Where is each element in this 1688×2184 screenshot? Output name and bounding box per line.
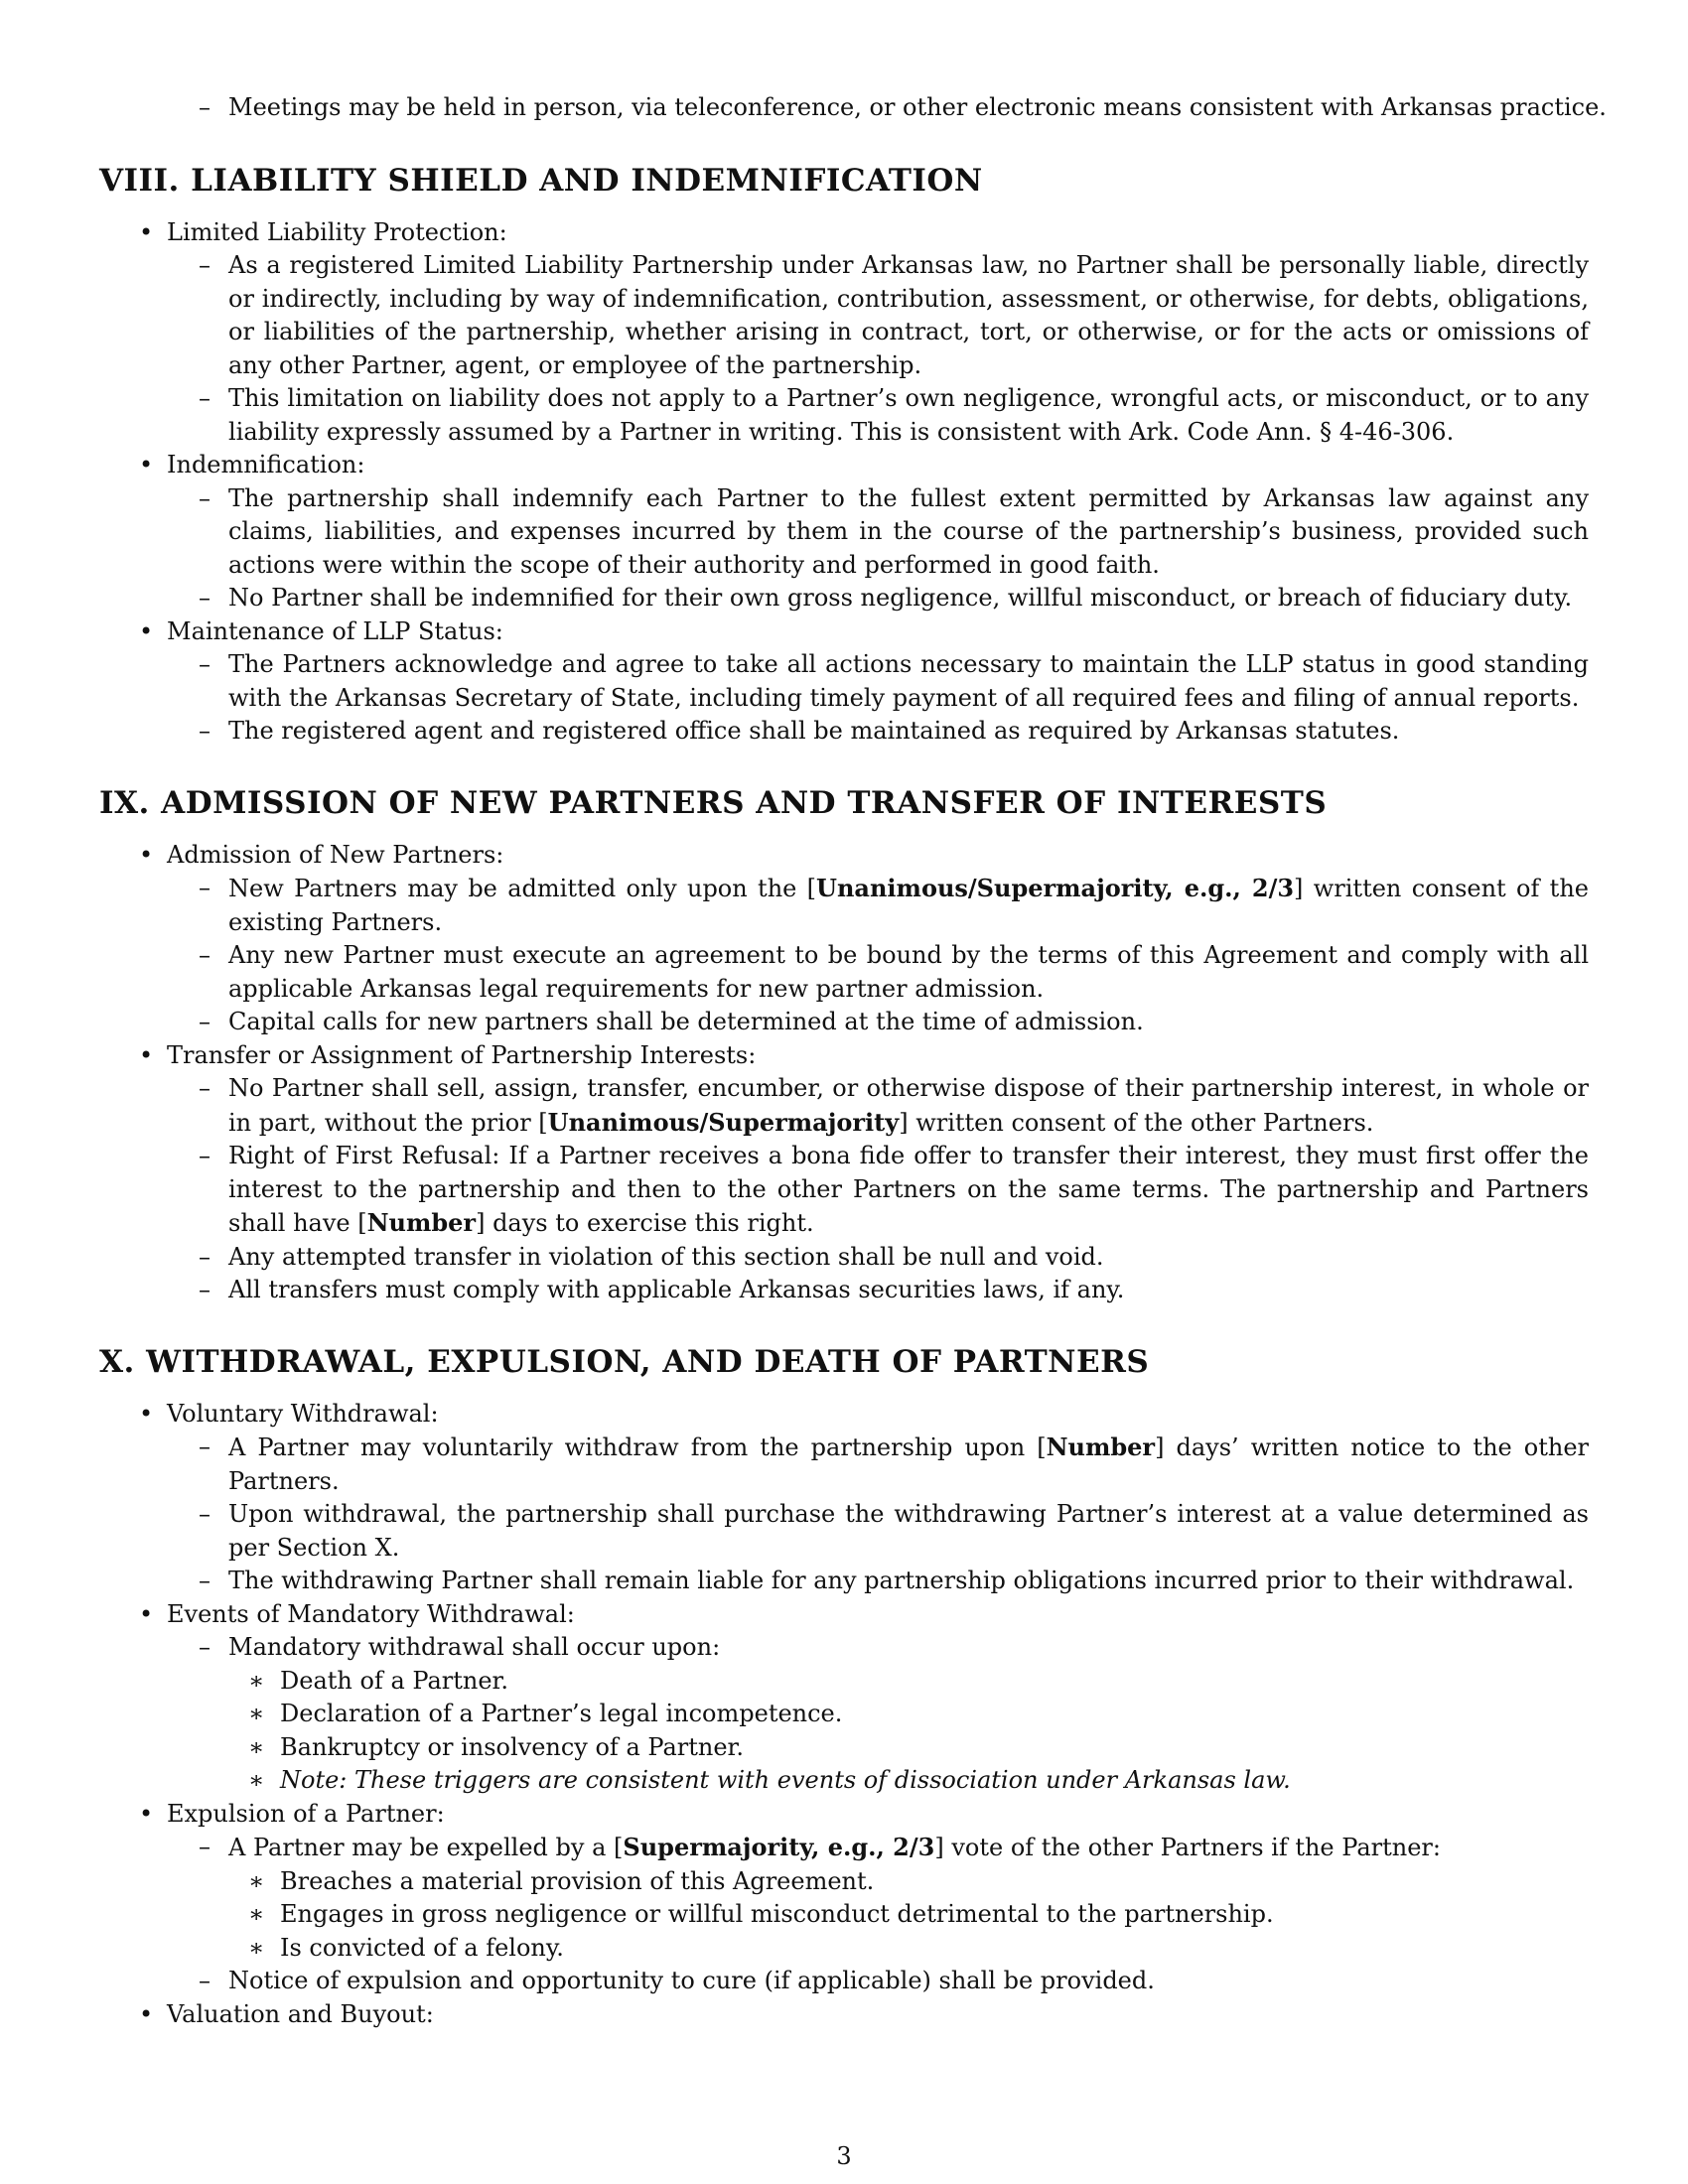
list-item (99, 1865, 1589, 1899)
item-text: Limited Liability Protection: (167, 217, 507, 246)
item-text: Events of Mandatory Withdrawal: (167, 1599, 575, 1628)
item-text: Any attempted transfer in violation of this section shall be null and void. (228, 1242, 1104, 1271)
placeholder-bold: Unanimous/Supermajority (547, 1107, 900, 1137)
dash-marker: – (199, 1967, 211, 1994)
list-item (99, 1698, 1589, 1731)
list-item (99, 1798, 1589, 1832)
list-item (99, 1598, 1589, 1632)
list-item (99, 382, 1589, 449)
list-item (99, 1731, 1589, 1765)
list-item (99, 715, 1589, 749)
item-text: Death of a Partner. (280, 1666, 509, 1695)
item-text (228, 875, 1589, 936)
text-run: A Partner may voluntarily withdraw from the partnership upon [ (228, 1433, 1047, 1461)
list-item (99, 1241, 1589, 1275)
item-text: Expulsion of a Partner: (167, 1799, 445, 1828)
bullet-marker: • (139, 1040, 154, 1069)
item-text: This limitation on liability does not apply to a Partner’s own negligence, wrongful acts, or misconduct, or to any liability expressly assumed by a Partner in writing. This is consistent with Ark. Code Ann. § 4-46-306. (228, 384, 1589, 446)
list-item (99, 1398, 1589, 1432)
list-item (99, 1431, 1589, 1498)
dash-marker: – (199, 1833, 211, 1860)
item-text: Is convicted of a felony. (280, 1933, 564, 1962)
dash-marker: – (199, 251, 211, 279)
placeholder-bold: Number (1046, 1433, 1156, 1461)
item-text: As a registered Limited Liability Partnership under Arkansas law, no Partner shall be personally liable, directly or indirectly, including by way of indemnification, contribution, assessment, or otherwise, for debts, obligations, or liabilities of the partnership, whether arising in contract, tort, or otherwise, or for the acts or omissions of any other Partner, agent, or employee of the partnership. (228, 251, 1589, 379)
list-item (99, 1665, 1589, 1699)
text-run: No Partner shall sell, assign, transfer, encumber, or otherwise dispose of their partnership interest, in whole or in part, without the prior [ (228, 1074, 1589, 1137)
list-item (99, 1274, 1589, 1307)
asterisk-marker: ∗ (248, 1732, 265, 1761)
item-text: Notice of expulsion and opportunity to cure (if applicable) shall be provided. (228, 1967, 1155, 1994)
asterisk-marker: ∗ (248, 1666, 265, 1695)
list-item (99, 1998, 1589, 2032)
dash-marker: – (199, 384, 211, 412)
item-text: Transfer or Assignment of Partnership Interests: (167, 1040, 757, 1069)
item-text (228, 1834, 1441, 1861)
dash-marker: – (199, 483, 211, 512)
list-item (99, 1072, 1589, 1140)
list-item (99, 91, 1607, 125)
list-item (99, 839, 1589, 873)
item-text: Admission of New Partners: (167, 840, 504, 869)
bullet-marker: • (139, 840, 154, 869)
page-number: 3 (836, 2142, 852, 2170)
list-item (99, 1565, 1589, 1598)
dash-marker: – (199, 717, 211, 745)
dash-marker: – (199, 874, 211, 901)
bullet-marker: • (139, 1599, 154, 1628)
item-text: Bankruptcy or insolvency of a Partner. (280, 1732, 745, 1761)
list-item (99, 1006, 1589, 1039)
bullet-marker: • (139, 616, 154, 645)
list-item (99, 249, 1589, 382)
dash-marker: – (199, 650, 211, 678)
dash-marker: – (199, 93, 211, 121)
list-item (99, 216, 1589, 250)
item-text: Voluntary Withdrawal: (167, 1399, 439, 1428)
dash-marker: – (199, 584, 211, 612)
asterisk-marker: ∗ (248, 1933, 265, 1962)
item-text: Meetings may be held in person, via teleconference, or other electronic means consistent with Arkansas practice. (228, 93, 1607, 121)
item-text: No Partner shall be indemnified for their own gross negligence, willful misconduct, or breach of fiduciary duty. (228, 584, 1573, 612)
item-text: Maintenance of LLP Status: (167, 616, 503, 645)
text-run: ] days to exercise this right. (476, 1209, 814, 1237)
item-text: Any new Partner must execute an agreement to be bound by the terms of this Agreement and comply with all applicable Arkansas legal requirements for new partner admission. (228, 941, 1589, 1003)
text-run: Right of First Refusal: If a Partner receives a bona fide offer to transfer their interest, they must first offer the interest to the partnership and then to the other Partners on the same terms. The partnership and Partners shall have [ (228, 1142, 1589, 1237)
list-item (99, 615, 1589, 649)
item-text: Valuation and Buyout: (167, 1999, 434, 2028)
list-item (99, 1898, 1589, 1932)
bullet-marker: • (139, 451, 154, 478)
section-heading: VIII. LIABILITY SHIELD AND INDEMNIFICATION (99, 162, 983, 199)
placeholder-bold: Unanimous/Supermajority, e.g., 2/3 (816, 874, 1295, 902)
list-item (99, 1140, 1589, 1241)
dash-marker: – (199, 1074, 211, 1102)
item-text: The registered agent and registered office shall be maintained as required by Arkansas statutes. (228, 717, 1400, 745)
list-item (99, 1932, 1589, 1966)
bullet-marker: • (139, 1799, 154, 1828)
dash-marker: – (199, 941, 211, 969)
item-text: All transfers must comply with applicable Arkansas securities laws, if any. (228, 1276, 1125, 1303)
note-text: Note: These triggers are consistent with events of dissociation under Arkansas law. (280, 1766, 1291, 1794)
list-item (99, 872, 1589, 939)
item-text: The Partners acknowledge and agree to take all actions necessary to maintain the LLP status in good standing with the Arkansas Secretary of State, including timely payment of all required fees and filing of annual reports. (228, 650, 1589, 712)
dash-marker: – (199, 1633, 211, 1661)
placeholder-bold: Supermajority, e.g., 2/3 (623, 1833, 935, 1861)
dash-marker: – (199, 1142, 211, 1169)
item-text: Breaches a material provision of this Agreement. (280, 1866, 875, 1895)
asterisk-marker: ∗ (248, 1700, 265, 1727)
page-content (99, 93, 1607, 2031)
bullet-marker: • (139, 1399, 154, 1428)
dash-marker: – (199, 1008, 211, 1035)
item-text (228, 1142, 1589, 1237)
item-text: Indemnification: (167, 451, 365, 478)
item-text: Capital calls for new partners shall be determined at the time of admission. (228, 1008, 1144, 1035)
text-run: New Partners may be admitted only upon the [ (228, 875, 817, 902)
bullet-marker: • (139, 1999, 154, 2028)
dash-marker: – (199, 1567, 211, 1594)
list-item (99, 939, 1589, 1006)
text-run: ] vote of the other Partners if the Partner: (934, 1834, 1441, 1861)
list-item (99, 1764, 1589, 1798)
placeholder-bold: Number (366, 1208, 477, 1237)
item-text (228, 1074, 1589, 1137)
text-run: ] written consent of the other Partners. (899, 1108, 1374, 1137)
item-text: Engages in gross negligence or willful misconduct detrimental to the partnership. (280, 1900, 1274, 1928)
list-item (99, 1965, 1589, 1998)
bullet-marker: • (139, 217, 154, 246)
list-item (99, 1498, 1589, 1565)
item-text (228, 1433, 1589, 1495)
text-run: ] written consent of the existing Partners. (228, 875, 1589, 936)
item-text: Upon withdrawal, the partnership shall purchase the withdrawing Partner’s interest at a value determined as per Section X. (228, 1500, 1589, 1562)
dash-marker: – (199, 1433, 211, 1460)
section-heading: IX. ADMISSION OF NEW PARTNERS AND TRANSFER OF INTERESTS (99, 784, 1328, 821)
list-item (99, 1039, 1589, 1073)
text-run: A Partner may be expelled by a [ (228, 1834, 624, 1861)
list-item (99, 449, 1589, 482)
list-item (99, 648, 1589, 715)
section-heading: X. WITHDRAWAL, EXPULSION, AND DEATH OF PARTNERS (99, 1343, 1150, 1380)
list-item (99, 582, 1589, 615)
item-text: The partnership shall indemnify each Partner to the fullest extent permitted by Arkansas law against any claims, liabilities, and expenses incurred by them in the course of the partnership’s business, provided such actions were within the scope of their authority and performed in good faith. (228, 483, 1589, 579)
list-item (99, 1831, 1589, 1865)
dash-marker: – (199, 1276, 211, 1303)
item-text: The withdrawing Partner shall remain liable for any partnership obligations incurred prior to their withdrawal. (228, 1567, 1575, 1594)
list-item (99, 1631, 1589, 1665)
item-text: Mandatory withdrawal shall occur upon: (228, 1633, 721, 1661)
asterisk-marker: ∗ (248, 1866, 265, 1895)
asterisk-marker: ∗ (248, 1900, 265, 1928)
item-text: Declaration of a Partner’s legal incompetence. (280, 1700, 843, 1727)
dash-marker: – (199, 1242, 211, 1271)
list-item (99, 482, 1589, 583)
asterisk-marker: ∗ (248, 1766, 265, 1794)
text-run: ] days’ written notice to the other Partners. (228, 1433, 1589, 1495)
dash-marker: – (199, 1500, 211, 1528)
